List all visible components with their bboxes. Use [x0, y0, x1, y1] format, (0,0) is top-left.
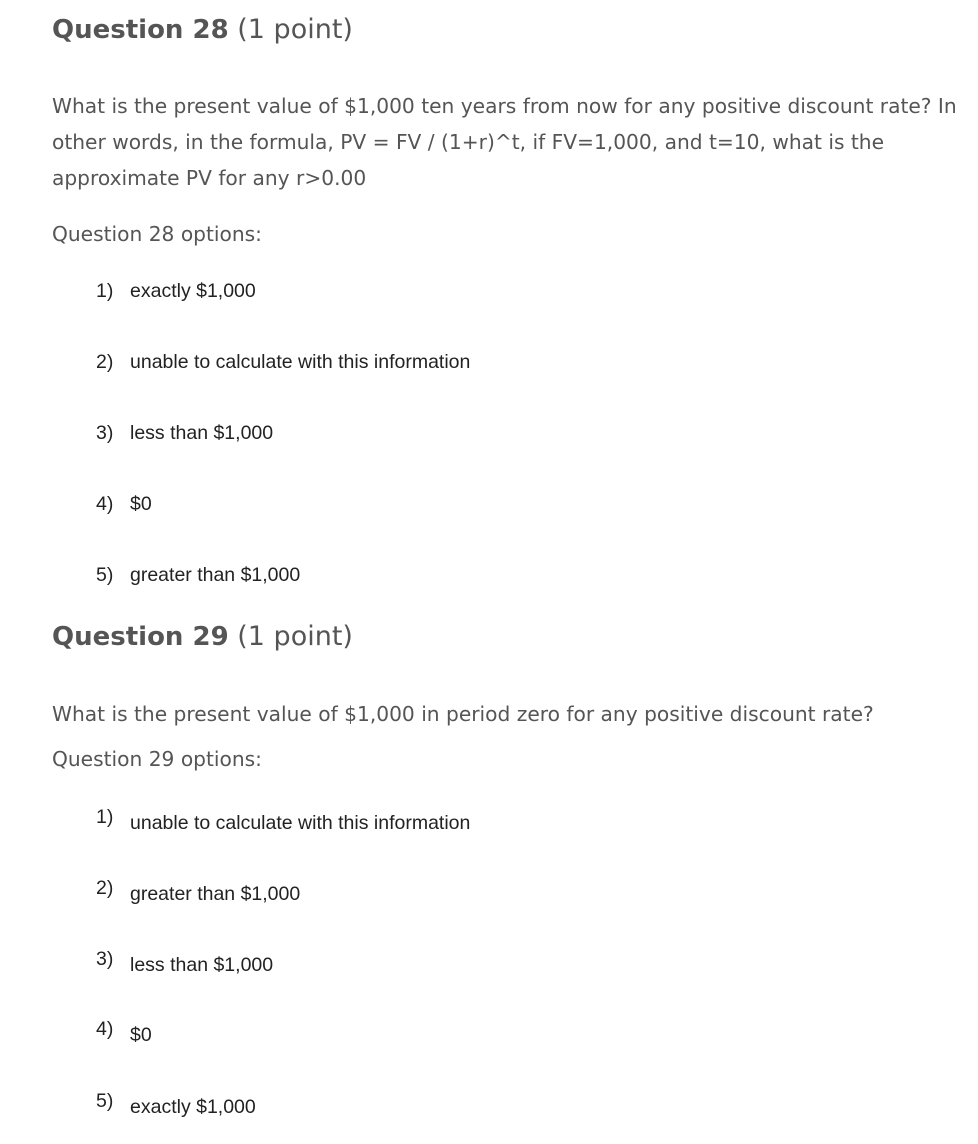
option-text: unable to calculate with this information	[130, 351, 471, 373]
option-text: exactly $1,000	[130, 280, 256, 302]
question-29-text: What is the present value of $1,000 in period zero for any positive discount rate?	[52, 702, 874, 726]
question-29-points: (1 point)	[237, 621, 353, 652]
question-29-heading	[52, 620, 353, 654]
option-number: 2)	[96, 351, 114, 373]
option-number: 5)	[96, 564, 114, 586]
option-number: 3)	[96, 948, 114, 970]
question-28-label: Question 28	[52, 15, 229, 45]
option-text: less than $1,000	[130, 422, 274, 444]
option-text: unable to calculate with this information	[130, 812, 471, 834]
option-text: less than $1,000	[130, 954, 274, 976]
option-text: exactly $1,000	[130, 1096, 256, 1118]
option-number: 5)	[96, 1090, 114, 1112]
question-28-text: What is the present value of $1,000 ten years from now for any positive discount rate? In other words, in the formula, PV = FV / (1+r)^t, if FV=1,000, and t=10, what is the approximate PV for any r>0.00	[52, 94, 957, 190]
option-number: 4)	[96, 1018, 114, 1040]
option-number: 1)	[96, 806, 114, 828]
option-text: $0	[130, 1024, 152, 1046]
option-number: 2)	[96, 877, 114, 899]
question-28-heading	[52, 13, 353, 47]
question-29-options-label: Question 29 options:	[52, 747, 262, 771]
question-28-points: (1 point)	[237, 14, 353, 45]
option-number: 4)	[96, 493, 114, 515]
option-number: 3)	[96, 422, 114, 444]
option-number: 1)	[96, 280, 114, 302]
question-28-options-label: Question 28 options:	[52, 222, 262, 246]
option-text: $0	[130, 493, 152, 515]
option-text: greater than $1,000	[130, 564, 301, 586]
option-text: greater than $1,000	[130, 883, 301, 905]
question-29-label: Question 29	[52, 622, 229, 652]
